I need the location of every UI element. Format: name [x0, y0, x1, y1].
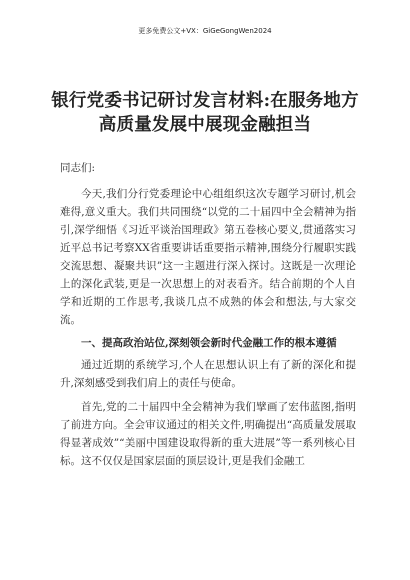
title-line-1: 银行党委书记研讨发言材料:在服务地方: [51, 91, 359, 111]
header-note: 更多免费公文+VX：GiGeGongWen2024: [138, 27, 272, 35]
title-line-2: 高质量发展中展现金融担当: [98, 115, 312, 135]
body-paragraph-2: 通过近期的系统学习,个人在思想认识上有了新的深化和提升,深刻感受到我们肩上的责任与使命。: [60, 359, 356, 389]
document-title: [30, 89, 380, 137]
document-body: [60, 159, 356, 470]
section-heading-1: 一、提高政治站位,深刻领会新时代金融工作的根本遵循: [81, 337, 337, 349]
salutation: 同志们:: [60, 162, 96, 174]
body-paragraph-1: 今天,我们分行党委理论中心组组织这次专题学习研讨,机会难得,意义重大。我们共同围绕“以党的二十届四中全会精神为指引,深学细悟《习近平谈治国理政》第五卷核心要义,贯通落实习近平总书记考察XX省重要讲话重要指示精神,围绕分行履职实践交流思想、凝聚共识”这一主题进行深入探讨。这既是一次理论上的深化武装,更是一次思想上的对表看齐。结合前期的个人自学和近期的工作思考,我谈几点不成熟的体会和想法,与大家交流。: [60, 188, 356, 326]
body-paragraph-3: 首先,党的二十届四中全会精神为我们擘画了宏伟蓝图,指明了前进方向。全会审议通过的相关文件,明确提出“高质量发展取得显著成效”“美丽中国建设取得新的重大进展”等一系列核心目标。这不仅仅是国家层面的顶层设计,更是我们金融工: [60, 401, 356, 467]
